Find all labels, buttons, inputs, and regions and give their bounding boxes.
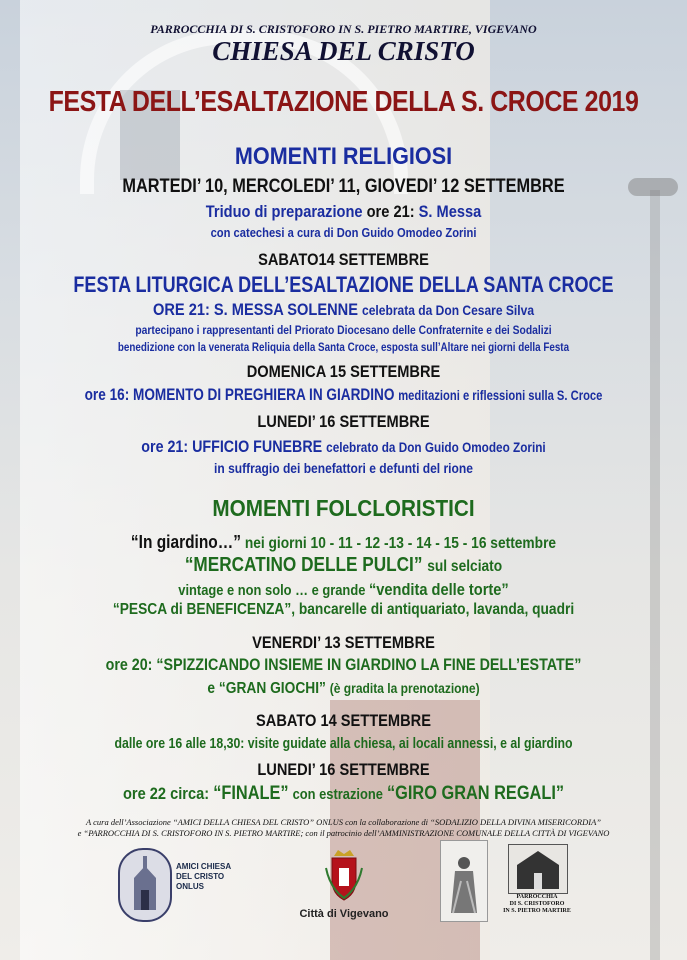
funeral-event: ore 21: UFFICIO FUNEBRE <box>141 437 323 456</box>
garden-days: nei giorni 10 - 11 - 12 -13 - 14 - 15 - 16 settembre <box>244 535 557 552</box>
prayer-event: ore 16: MOMENTO DI PREGHIERA IN GIARDINO <box>84 385 395 404</box>
solemn-celebrant: celebrata da Don Cesare Silva <box>362 302 535 318</box>
pesca-name: “PESCA di BENEFICENZA” <box>112 601 292 618</box>
prayer-line <box>69 385 619 405</box>
amici-logo-text <box>176 862 256 892</box>
folk-heading: MOMENTI FOLCLORISTICI <box>212 495 475 521</box>
pesca-line <box>48 601 639 619</box>
games-note: (è gradita la prenotazione) <box>329 680 480 696</box>
amici-church-logo <box>118 848 172 922</box>
parish-logo-line2: DI S. CRISTOFORO <box>509 901 565 907</box>
cakes-text: “vendita delle torte” <box>368 580 509 599</box>
finale-time: ore 22 circa: <box>122 784 210 803</box>
lunedi-date: LUNEDI’ 16 SETTEMBRE <box>257 412 430 431</box>
church-name: CHIESA DEL CRISTO <box>212 36 475 66</box>
games-line <box>48 680 639 698</box>
vintage-text: vintage e non solo … e grande <box>178 582 366 599</box>
parish-church-icon <box>509 845 567 893</box>
market-line <box>48 554 639 577</box>
games-name: “GRAN GIOCHI” <box>218 680 326 697</box>
funeral-celebrant: celebrato da Don Guido Omodeo Zorini <box>326 439 546 455</box>
parish-logo <box>508 844 568 894</box>
triduo-dates: MARTEDI’ 10, MERCOLEDI’ 11, GIOVEDI’ 12 SETTEMBRE <box>122 176 565 197</box>
amici-logo-line3: ONLUS <box>176 882 204 891</box>
participants-note: partecipano i rappresentanti del Priorato Diocesano delle Confraternite e dei Sodalizi <box>135 323 552 337</box>
sponsor-logos <box>0 840 687 960</box>
triduo-line <box>48 202 639 222</box>
sabato14-event: dalle ore 16 alle 18,30: visite guidate alla chiesa, ai locali annessi, e al giardino <box>114 735 573 752</box>
finale-with: con estrazione <box>292 786 383 803</box>
venerdi-date: VENERDI’ 13 SETTEMBRE <box>252 633 435 652</box>
venerdi-event: ore 20: “SPIZZICANDO INSIEME IN GIARDINO LA FINE DELL’ESTATE” <box>105 655 582 674</box>
parish-logo-line3: IN S. PIETRO MARTIRE <box>503 908 571 914</box>
divine-mercy-image <box>440 840 488 922</box>
feast-title: FESTA LITURGICA DELL’ESALTAZIONE DELLA SANTA CROCE <box>73 272 614 297</box>
market-place: sul selciato <box>427 558 503 575</box>
relic-note: benedizione con la venerata Reliquia della Santa Croce, esposta sull’Altare nei giorni della Festa <box>117 340 570 354</box>
solemn-mass-line <box>48 300 639 320</box>
divine-mercy-icon <box>441 841 487 921</box>
finale-name: “FINALE” <box>213 783 289 804</box>
market-name: “MERCATINO DELLE PULCI” <box>184 554 423 576</box>
sabato-date: SABATO14 SETTEMBRE <box>258 250 429 269</box>
poster-title: FESTA DELL’ESALTAZIONE DELLA S. CROCE 2019 <box>48 86 639 118</box>
triduo-label: Triduo di preparazione <box>205 202 363 221</box>
games-pre: e <box>207 680 216 697</box>
triduo-time: ore 21: <box>366 202 415 221</box>
religious-heading: MOMENTI RELIGIOSI <box>234 143 453 170</box>
vintage-line <box>48 580 639 600</box>
crest-icon <box>324 848 364 902</box>
parish-logo-text <box>496 894 578 915</box>
amici-logo-line2: DEL CRISTO <box>176 872 225 881</box>
church-icon <box>120 850 170 920</box>
parish-logo-line1: PARROCCHIA <box>516 894 558 900</box>
parish-name: PARROCCHIA DI S. CRISTOFORO IN S. PIETRO MARTIRE, VIGEVANO <box>150 22 537 36</box>
triduo-note: con catechesi a cura di Don Guido Omodeo Zorini <box>210 225 477 240</box>
lunedi-final-date: LUNEDI’ 16 SETTEMBRE <box>257 760 430 779</box>
prayer-note: meditazioni e riflessioni sulla S. Croce <box>398 387 603 403</box>
credit-line-1: A cura dell’Associazione “AMICI DELLA CHIESA DEL CRISTO” ONLUS con la collaborazione di “SODALIZIO DELLA DIVINA MISERICORDIA” <box>85 817 602 827</box>
finale-line <box>48 783 639 805</box>
garden-label: “In giardino…” <box>130 532 241 552</box>
vigevano-crest <box>324 848 364 902</box>
solemn-mass: ORE 21: S. MESSA SOLENNE <box>152 300 358 319</box>
sabato14-date: SABATO 14 SETTEMBRE <box>256 711 431 730</box>
funeral-note: in suffragio dei benefattori e defunti del rione <box>214 460 473 476</box>
pesca-rest: , bancarelle di antiquariato, lavanda, quadri <box>291 601 575 618</box>
garden-line <box>48 532 639 553</box>
domenica-date: DOMENICA 15 SETTEMBRE <box>246 362 441 381</box>
finale-prize: “GIRO GRAN REGALI” <box>387 783 565 804</box>
funeral-line <box>55 437 632 457</box>
amici-logo-line1: AMICI CHIESA <box>176 862 232 871</box>
triduo-mass: S. Messa <box>418 202 482 221</box>
credit-line-2: e “PARROCCHIA DI S. CRISTOFORO IN S. PIETRO MARTIRE; con il patrocinio dell’AMMINISTRAZIONE COMUNALE DELLA CITTÀ DI VIGEVANO <box>77 828 610 838</box>
city-logo-text: Città di Vigevano <box>299 908 389 920</box>
